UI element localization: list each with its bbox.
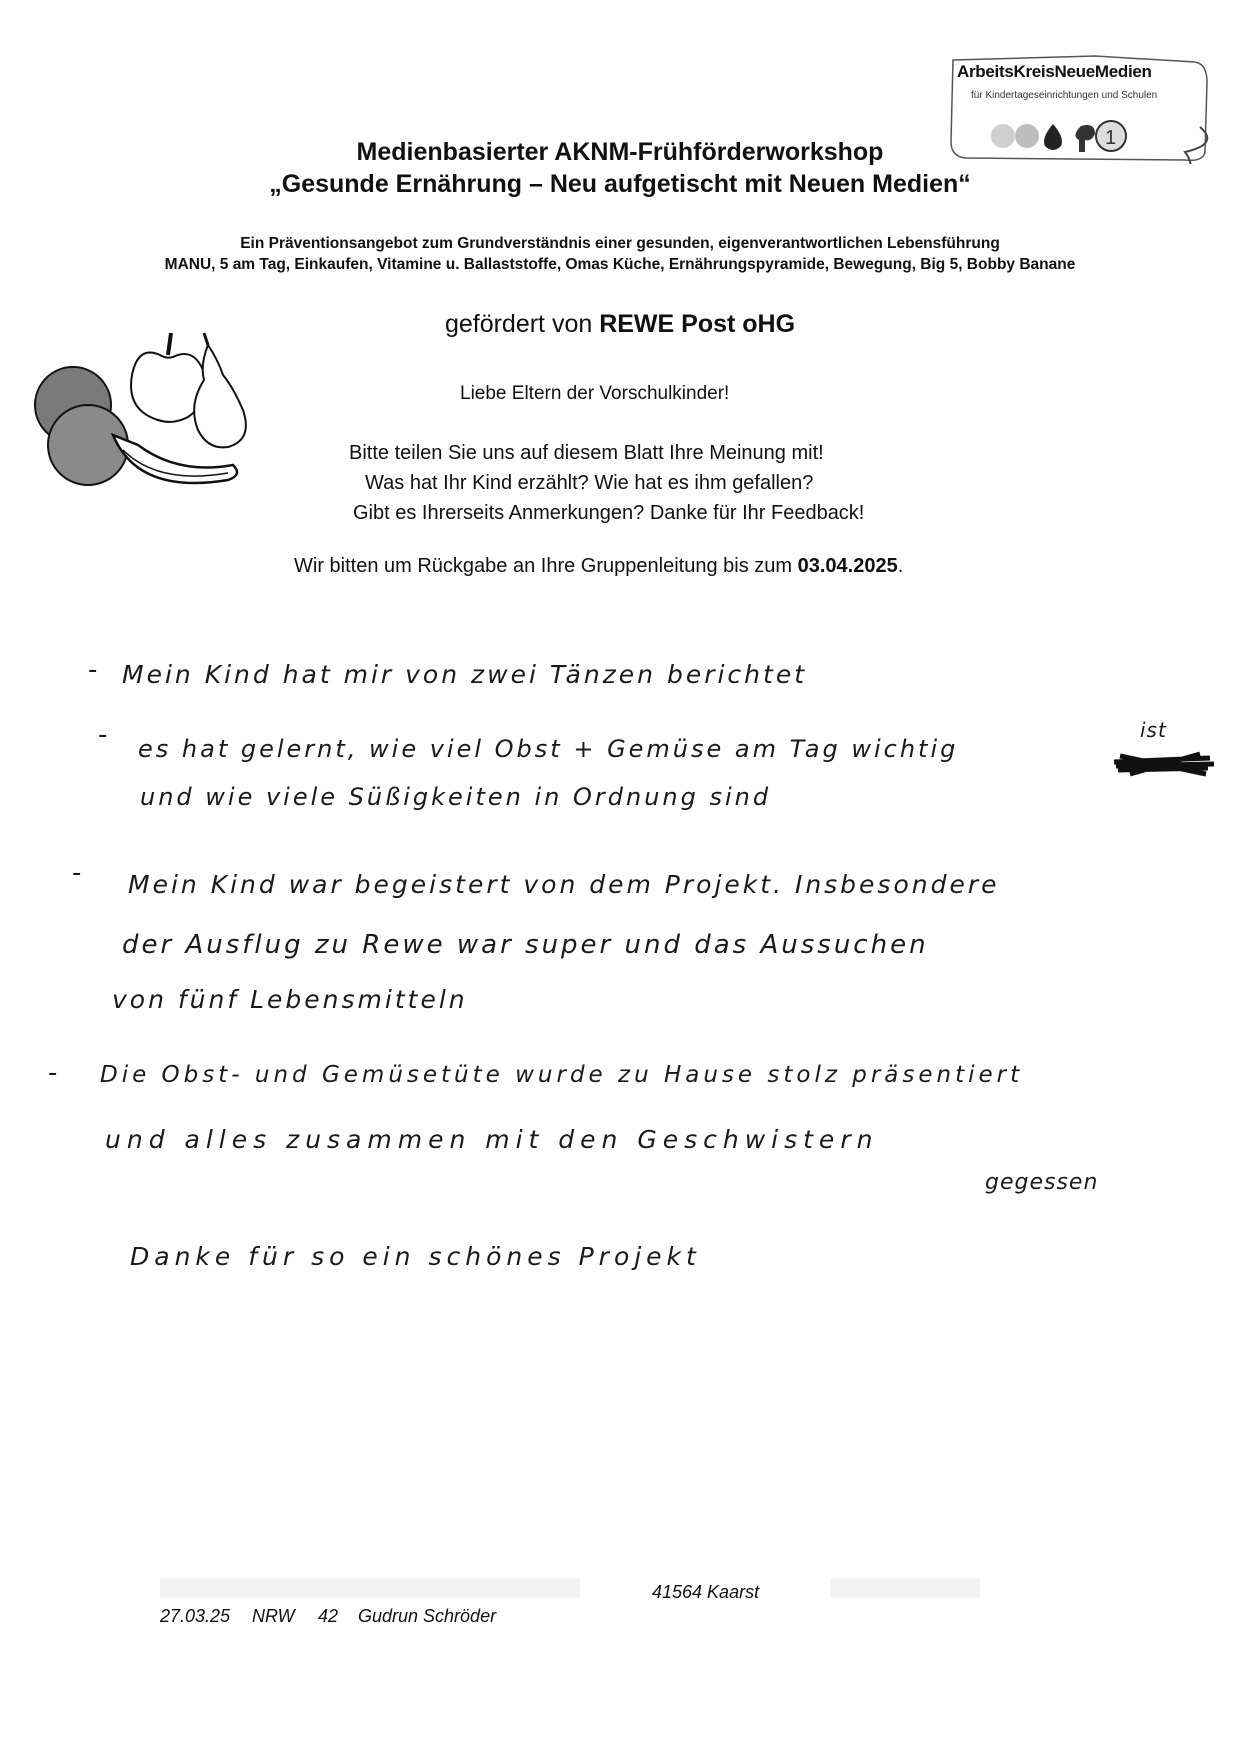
feedback-insert-ist: ist (1140, 718, 1167, 742)
footer-date: 27.03.25 (160, 1606, 231, 1626)
feedback-line-4: Mein Kind war begeistert von dem Projekt. Insbesondere (128, 870, 1000, 899)
fruit-illustration (28, 325, 258, 515)
logo-subtitle: für Kindertageseinrichtungen und Schulen (971, 90, 1158, 101)
feedback-line-3: und wie viele Süßigkeiten in Ordnung sind (140, 783, 772, 811)
footer-city: 41564 Kaarst (652, 1582, 760, 1602)
return-suffix: . (897, 555, 904, 577)
intro-line-1: Ein Präventionsangebot zum Grundverständnis einer gesunden, eigenverantwortlichen Lebensführung (240, 235, 1000, 252)
footer-state: NRW (252, 1606, 295, 1626)
feedback-line-1: Mein Kind hat mir von zwei Tänzen berichtet (122, 660, 808, 689)
bullet-dash-2: - (98, 720, 108, 750)
return-note (294, 555, 903, 578)
page-title-line-2: „Gesunde Ernährung – Neu aufgetischt mit Neuen Medien“ (269, 170, 971, 198)
return-prefix: Wir bitten um Rückgabe an Ihre Gruppenleitung bis zum (294, 555, 798, 577)
bullet-dash-3: - (72, 858, 82, 888)
return-date: 03.04.2025 (797, 555, 898, 577)
feedback-line-8: und alles zusammen mit den Geschwistern (105, 1125, 879, 1154)
feedback-line-7: Die Obst- und Gemüsetüte wurde zu Hause stolz präsentiert (100, 1062, 1024, 1088)
page-title-line-1: Medienbasierter AKNM-Frühförderworkshop (356, 138, 884, 166)
bullet-dash-4: - (48, 1058, 58, 1088)
footer-name: Gudrun Schröder (358, 1606, 497, 1626)
redaction-bar-left (160, 1578, 580, 1598)
svg-text:1: 1 (1105, 127, 1117, 149)
sponsor-name: REWE Post oHG (599, 310, 796, 338)
sponsor-prefix: gefördert von (444, 310, 600, 338)
feedback-closing: Danke für so ein schönes Projekt (130, 1242, 701, 1271)
request-line-1: Bitte teilen Sie uns auf diesem Blatt Ihre Meinung mit! (349, 442, 824, 464)
feedback-line-2: es hat gelernt, wie viel Obst + Gemüse am Tag wichtig (138, 735, 959, 763)
feedback-line-5: der Ausflug zu Rewe war super und das Aussuchen (122, 930, 929, 960)
redaction-bar-right (830, 1578, 980, 1598)
request-line-3: Gibt es Ihrerseits Anmerkungen? Danke für Ihr Feedback! (353, 502, 865, 524)
greeting: Liebe Eltern der Vorschulkinder! (460, 383, 730, 404)
intro-line-2: MANU, 5 am Tag, Einkaufen, Vitamine u. Ballaststoffe, Omas Küche, Ernährungspyramide, Bewegung, Big 5, Bobby Banane (164, 256, 1076, 273)
logo-name: ArbeitsKreisNeueMedien (957, 62, 1152, 81)
feedback-line-8-continued: gegessen (985, 1170, 1099, 1195)
request-line-2: Was hat Ihr Kind erzählt? Wie hat es ihm gefallen? (365, 472, 814, 494)
feedback-line-6: von fünf Lebensmitteln (112, 985, 468, 1014)
crossed-out-word (1110, 748, 1220, 778)
footer-number: 42 (318, 1606, 339, 1626)
bullet-dash-1: - (88, 655, 98, 685)
